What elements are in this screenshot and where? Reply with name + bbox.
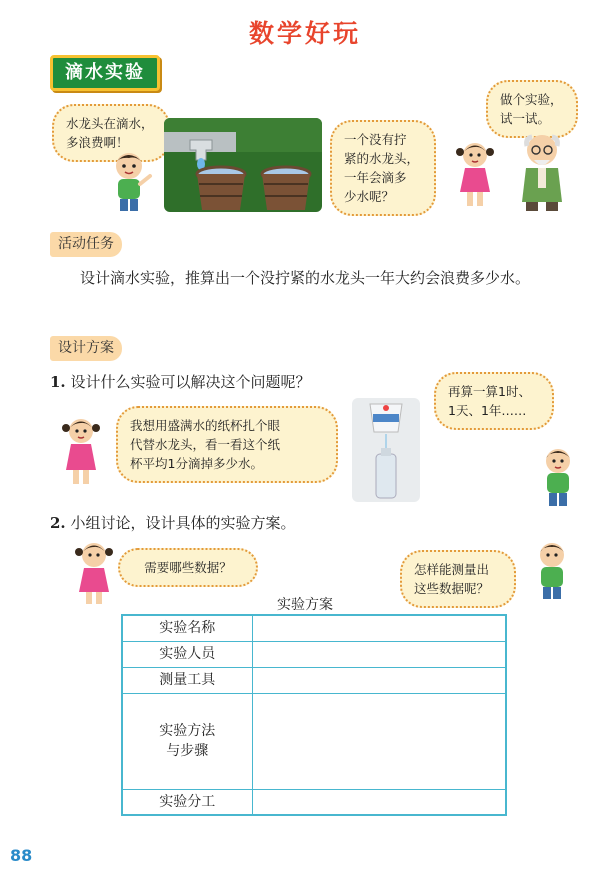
question-text: 小组讨论，设计具体的实验方案。 [70,514,296,532]
bubble-line: 1天、1年…… [448,403,527,418]
bubble-line: 少水呢？ [344,189,395,204]
teacher-illustration [512,132,572,212]
boy-illustration-2 [536,446,580,508]
bubble-line: 再算一算1时、 [448,384,531,399]
table-row [122,615,506,641]
task-description: 设计滴水实验，推算出一个没拧紧的水龙头一年大约会浪费多少水。 [80,269,531,287]
plan-table-title: 实验方案 [277,597,333,613]
bubble-line: 做个实验， [500,92,563,107]
row-header: 实验分工 [122,789,252,815]
table-row [122,789,506,815]
row-header: 测量工具 [122,667,252,693]
blank-cell[interactable] [252,789,506,815]
bubble-line: 怎样能测量出 [414,562,490,577]
girl-illustration [452,140,498,208]
section-label: 滴水实验 [50,55,160,91]
paper-cup-photo [352,398,420,502]
boy-illustration-3 [530,540,574,600]
girl-question-speech-bubble [118,548,258,587]
bubble-line: 一个没有拧 [344,132,407,147]
girl-plan-speech-bubble [116,406,338,483]
bubble-line: 紧的水龙头， [344,151,420,166]
boy-illustration [104,150,154,212]
girl-illustration-2 [58,416,104,486]
faucet-dripping-photo [164,118,322,212]
girl-speech-bubble [330,120,436,216]
bubble-line: 需要哪些数据？ [144,560,232,575]
question-number: 2. [50,514,66,532]
table-row [122,667,506,693]
table-row [122,693,506,789]
boy-plan-speech-bubble [434,372,554,430]
bubble-line: 这些数据呢？ [414,581,490,596]
blank-cell[interactable] [252,615,506,641]
bucket-right-icon [262,167,310,210]
bubble-line: 杯平均1分滴掉多少水。 [130,456,263,471]
blank-cell[interactable] [252,641,506,667]
activity-task-tag: 活动任务 [50,232,122,257]
blank-cell[interactable] [252,693,506,789]
blank-cell[interactable] [252,667,506,693]
bubble-line: 试一试。 [500,111,551,126]
bubble-line: 我想用盛满水的纸杯扎个眼 [130,418,281,433]
table-row [122,641,506,667]
experiment-plan-table [121,614,507,816]
row-header: 实验名称 [122,615,252,641]
question-1 [50,371,310,392]
question-number: 1. [50,373,66,391]
row-header: 实验方法 与步骤 [122,693,252,789]
teacher-speech-bubble [486,80,578,138]
page-number: 88 [10,846,33,865]
bubble-line: 一年会滴多 [344,170,407,185]
bucket-left-icon [197,167,245,210]
bubble-line: 代替水龙头，看一看这个纸 [130,437,281,452]
question-2 [50,512,295,533]
bubble-line: 多浪费啊！ [66,135,129,150]
row-header: 实验人员 [122,641,252,667]
page-title: 数学好玩 [248,19,361,48]
bubble-line: 水龙头在滴水， [66,116,154,131]
design-plan-tag: 设计方案 [50,336,122,361]
question-text: 设计什么实验可以解决这个问题呢？ [70,373,311,391]
